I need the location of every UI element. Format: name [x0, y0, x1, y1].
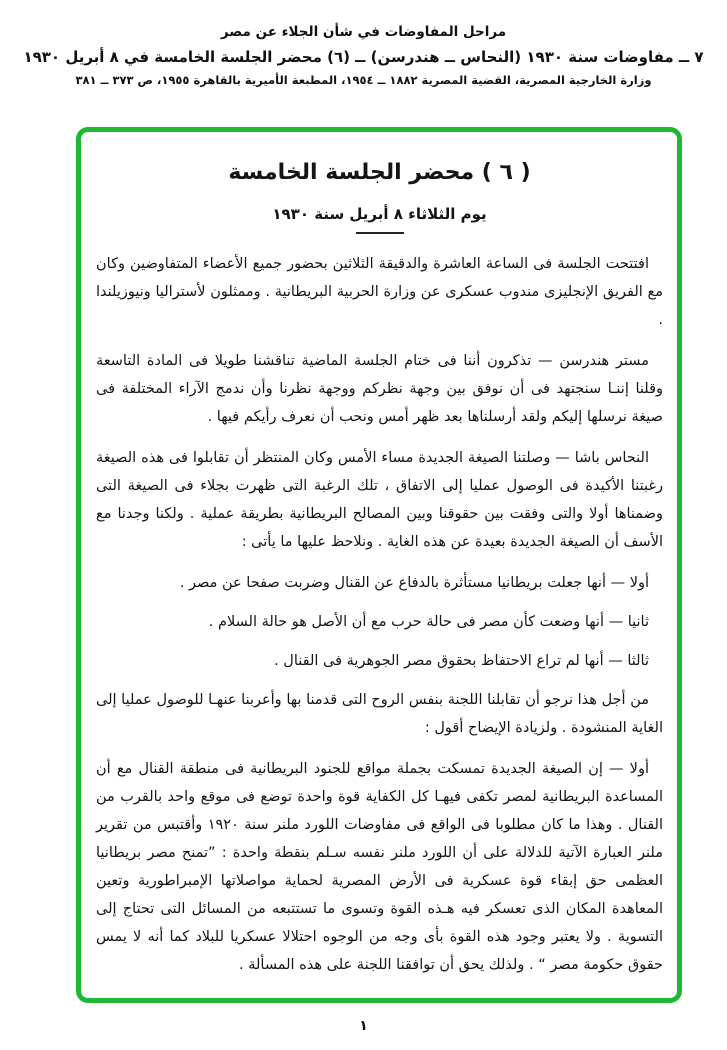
list-item-third: ثالثا — أنها لم تراع الاحتفاظ بحقوق مصر الجوهرية فى القنال .: [274, 653, 649, 669]
page-number: ١: [359, 1018, 368, 1034]
session-minutes-body: [96, 250, 663, 979]
session-title: ( ٦ ) محضر الجلسة الخامسة: [228, 160, 531, 185]
paragraph-request: من أجل هذا نرجو أن تقابلنا اللجنة بنفس الروح التى قدمنا بها وأعربنا عنهـا للوصول عمليا إلى الغاية المنشودة . ولزيادة الإيضاح أقول :: [96, 692, 663, 736]
paragraph-nahhas: النحاس باشا — وصلتنا الصيغة الجديدة مساء الأمس وكان المنتظر أن تقابلوا فى هذه الصيغة رغبتنا الأكيدة فى الوصول عمليا إلى الاتفاق ، تلك الرغبة التى ظهرت بجلاء فى الصيغة التى وضمناها أولا والتى وفقت بين حقوقنا وبين المصالح البريطانية بطريقة عملية . ولكنا وجدنا مع الأسف أن الصيغة الجديدة بعيدة عن هذه الغاية . ونلاحظ عليها ما يأتى :: [96, 450, 663, 550]
running-header: [0, 24, 727, 87]
paragraph-henderson: مستر هندرسن — تذكرون أننا فى ختام الجلسة الماضية تناقشنا طويلا فى المادة التاسعة وقلنا إننـا سنجتهد فى أن نوفق بين وجهة نظركم ووجهة نظرنا وأن ندمج الآراء المختلفة فى صيغة نرسلها إليكم ولقد أرسلناها بعد ظهر أمس ونحب أن نعرف رأيكم فيها .: [96, 353, 663, 425]
list-item-first: أولا — أنها جعلت بريطانيا مستأثرة بالدفاع عن القنال وضربت صفحا عن مصر .: [179, 575, 649, 591]
paragraph-opening: افتتحت الجلسة فى الساعة العاشرة والدقيقة الثلاثين بحضور جميع الأعضاء المتفاوضين وكان مع الفريق الإنجليزى مندوب عسكرى عن وزارة الحربية البريطانية . وممثلون لأستراليا ونيوزيلندا .: [96, 256, 663, 328]
date-underline: [356, 232, 404, 234]
header-line-source-citation: وزارة الخارجية المصرية، القضية المصرية ١٨٨٢ ــ ١٩٥٤، المطبعة الأميرية بالقاهرة ١٩٥٥، ص ٣٧٣ ــ ٣٨١: [75, 73, 652, 87]
session-date: يوم الثلاثاء ٨ أبريل سنة ١٩٣٠: [272, 205, 487, 223]
list-item-second: ثانيا — أنها وضعت كأن مصر فى حالة حرب مع أن الأصل هو حالة السلام .: [208, 614, 649, 630]
header-line-book-title: مراحل المفاوضات في شأن الجلاء عن مصر: [220, 24, 507, 40]
paragraph-clarification: أولا — إن الصيغة الجديدة تمسكت بجملة مواقع للجنود البريطانية فى منطقة القنال مع أن المساعدة البريطانية لمصر تكفى فيهـا كل الكفاية قوة واحدة توضع فى موقع واحد بالقرب من القنال . وهذا ما كان مطلوبا فى الواقع فى مفاوضات اللورد ملنر سنة ١٩٢٠ وأقتبس من تقرير ملنر العبارة الآتية للدلالة على أن اللورد ملنر نفسه سـلم بنقطة واحدة : ”تمنح مصر بريطانيا العظمى حق إبقاء قوة عسكرية فى الأرض المصرية لحماية مواصلاتها الإمبراطورية وتعين المعاهدة المكان الذى تعسكر فيه هـذه القوة وتسوى ما تستتبعه من المسائل التى تحتاج إلى التسوية . ولا يعتبر وجود هذه القوة بأى وجه من الوجوه احتلالا عسكريا للبلاد كما أنه لا يمس حقوق حكومة مصر “ . ولذلك يحق أن توافقنا اللجنة على هذه المسألة .: [96, 761, 663, 973]
header-line-chapter: ٧ ــ مفاوضات سنة ١٩٣٠ (النحاس ــ هندرسن) ــ (٦) محضر الجلسة الخامسة في ٨ أبريل ١٩٣٠: [23, 48, 704, 66]
content-frame: [76, 127, 682, 1003]
